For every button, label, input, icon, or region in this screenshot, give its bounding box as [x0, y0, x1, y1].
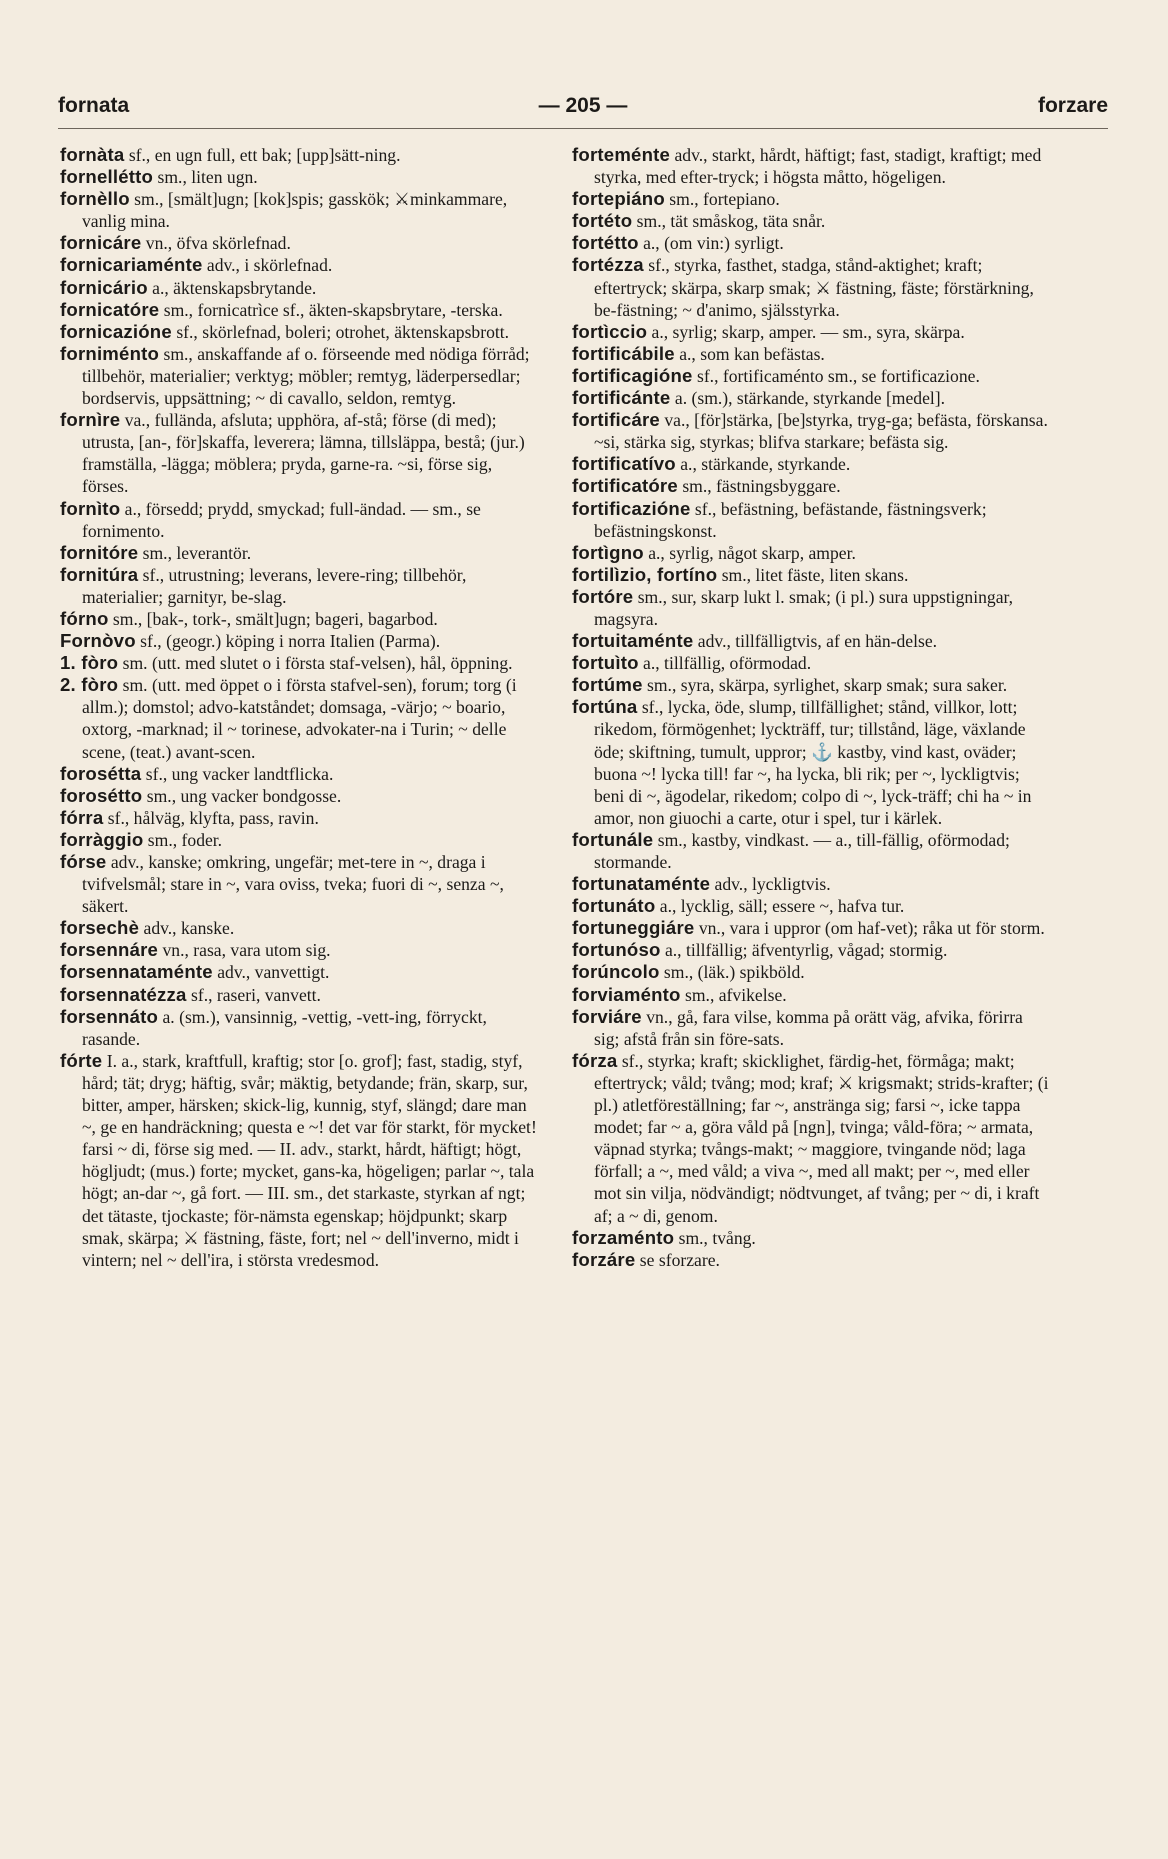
dictionary-entry: [60, 542, 540, 564]
entry-definition: a., stärkande, styrkande.: [675, 454, 851, 475]
dictionary-entry: [572, 475, 1052, 497]
entry-definition: va., [för]stärka, [be]styrka, tryg-ga; befästa, förskansa. ~si, stärka sig, styrkas; blifva starkare; befästa sig.: [594, 410, 1048, 453]
entry-headword: fortificatívo: [572, 453, 676, 475]
entry-headword: 1. fòro: [60, 652, 119, 674]
entry-definition: a., (om vin:) syrligt.: [638, 233, 784, 254]
dictionary-entry: [572, 1249, 1052, 1271]
entry-definition: sm. (utt. med öppet o i första stafvel-sen), forum; torg (i allm.); domstol; advo-katståndet; domsaga, -värjo; ~ boario, oxtorg, -marknad; il ~ torinese, advokater-na i Turin; ~ delle scene, (teat.) avant-scen.: [82, 675, 517, 762]
dictionary-entry: [572, 188, 1052, 210]
entry-headword: fortétto: [572, 232, 639, 254]
entry-definition: sf., styrka, fasthet, stadga, stånd-aktighet; kraft; eftertryck; skärpa, skarp smak; ⚔ fästning, fäste; förstärkning, be-fästning; ~ d'animo, själsstyrka.: [594, 255, 1034, 320]
header-rule: [58, 128, 1108, 129]
entry-definition: vn., gå, fara vilse, komma på orätt väg, afvika, förirra sig; afstå från sin före-sats.: [594, 1006, 1023, 1049]
header-right-guide-word: forzare: [1037, 94, 1108, 117]
entry-definition: adv., kanske.: [139, 918, 235, 939]
entry-headword: fortificáre: [572, 409, 660, 431]
entry-headword: fornitúra: [60, 563, 139, 585]
entry-definition: sm., sur, skarp lukt l. smak; (i pl.) sura uppstigningar, magsyra.: [594, 586, 1014, 629]
dictionary-entry: [60, 254, 540, 276]
page-header: [58, 94, 1108, 124]
entry-definition: vn., vara i uppror (om haf-vet); råka ut för storm.: [694, 918, 1045, 939]
entry-headword: forsennáre: [60, 939, 159, 961]
dictionary-entry: [572, 1227, 1052, 1249]
dictionary-entry: [60, 321, 540, 343]
entry-headword: fortìgno: [572, 541, 644, 563]
dictionary-entry: [60, 343, 540, 409]
entry-headword: forosétto: [60, 784, 143, 806]
entry-headword: fortìccio: [572, 320, 648, 342]
entry-headword: fornicatóre: [60, 298, 160, 320]
entry-headword: fortuìto: [572, 652, 639, 674]
dictionary-entry: [572, 873, 1052, 895]
dictionary-entry: [60, 674, 540, 762]
entry-headword: fortunataménte: [572, 873, 711, 895]
dictionary-entry: [60, 961, 540, 983]
entry-definition: a., äktenskapsbrytande.: [147, 277, 317, 298]
dictionary-entry: [60, 166, 540, 188]
entry-headword: fortúna: [572, 696, 638, 718]
entry-definition: sm., afvikelse.: [680, 984, 787, 1005]
entry-definition: sf., fortificaménto sm., se fortificazione.: [692, 365, 980, 386]
entry-definition: sm., kastby, vindkast. — a., till-fällig, oförmodad; stormande.: [594, 829, 1010, 872]
entry-definition: adv., kanske; omkring, ungefär; met-tere in ~, draga i tvifvelsmål; stare in ~, vara oviss, tveka; fuori di ~, senza ~, säkert.: [82, 852, 504, 917]
dictionary-entry: [60, 785, 540, 807]
dictionary-entry: [572, 630, 1052, 652]
entry-headword: fornicário: [60, 276, 148, 298]
entry-definition: sm., fortepiano.: [664, 189, 780, 210]
entry-definition: sf., skörlefnad, boleri; otrohet, äktenskapsbrott.: [171, 321, 510, 342]
entry-headword: fortilìzio, fortíno: [572, 563, 718, 585]
entry-definition: a., försedd; prydd, smyckad; full-ändad. — sm., se fornimento.: [82, 498, 481, 541]
entry-definition: sf., (geogr.) köping i norra Italien (Parma).: [135, 631, 441, 652]
entry-definition: sm., (läk.) spikböld.: [659, 962, 805, 983]
dictionary-entry: [572, 652, 1052, 674]
dictionary-entry: [572, 1050, 1052, 1227]
entry-headword: forosétta: [60, 762, 142, 784]
entry-definition: sm., syra, skärpa, syrlighet, skarp smak; sura saker.: [642, 675, 1008, 696]
dictionary-entry: [60, 188, 540, 232]
entry-definition: sf., hålväg, klyfta, pass, ravin.: [103, 807, 319, 828]
dictionary-entry: [572, 696, 1052, 829]
entry-headword: fornìre: [60, 409, 121, 431]
entry-definition: adv., vanvettigt.: [212, 962, 330, 983]
dictionary-entry: [60, 144, 540, 166]
entry-definition: sm., leverantör.: [138, 542, 252, 563]
dictionary-entry: [572, 674, 1052, 696]
entry-headword: fortuneggiáre: [572, 917, 695, 939]
dictionary-entry: [572, 542, 1052, 564]
dictionary-entry: [60, 299, 540, 321]
entry-definition: sm., tvång.: [674, 1227, 756, 1248]
dictionary-entry: [60, 829, 540, 851]
dictionary-entry: [60, 763, 540, 785]
entry-definition: sm., fornicatrìce sf., äkten-skapsbrytare, -terska.: [159, 299, 503, 320]
entry-headword: forsechè: [60, 917, 140, 939]
entry-definition: sf., befästning, befästande, fästningsverk; befästningskonst.: [594, 498, 987, 541]
entry-definition: a., tillfällig; äfventyrlig, vågad; stormig.: [660, 940, 948, 961]
page-number: — 205 —: [538, 94, 628, 117]
entry-definition: a. (sm.), vansinnig, -vettig, -vett-ing, förryckt, rasande.: [82, 1006, 487, 1049]
dictionary-entry: [60, 498, 540, 542]
dictionary-entry: [60, 1050, 540, 1271]
entry-headword: fórse: [60, 851, 107, 872]
dictionary-entry: [60, 939, 540, 961]
right-column: [572, 144, 1052, 1271]
entry-headword: fórra: [60, 806, 104, 828]
entry-definition: a., lycklig, säll; essere ~, hafva tur.: [655, 896, 905, 917]
dictionary-entry: [572, 984, 1052, 1006]
dictionary-entry: [60, 409, 540, 497]
left-column: [60, 144, 540, 1271]
entry-definition: sm., ung vacker bondgosse.: [142, 785, 342, 806]
dictionary-entry: [572, 564, 1052, 586]
entry-headword: fórza: [572, 1049, 618, 1071]
entry-definition: sm., foder.: [143, 829, 223, 850]
dictionary-entry: [572, 321, 1052, 343]
dictionary-entry: [572, 144, 1052, 188]
dictionary-entry: [60, 608, 540, 630]
entry-definition: a., syrlig; skarp, amper. — sm., syra, skärpa.: [647, 321, 965, 342]
entry-headword: fornìto: [60, 497, 121, 519]
header-left-guide-word: fornata: [58, 94, 130, 117]
entry-headword: forzáre: [572, 1248, 636, 1270]
entry-definition: sm., tät småskog, täta snår.: [632, 211, 826, 232]
entry-headword: fortúme: [572, 674, 643, 696]
entry-headword: fortunáto: [572, 895, 656, 917]
dictionary-entry: [572, 387, 1052, 409]
entry-headword: fortéto: [572, 210, 633, 232]
dictionary-entry: [572, 586, 1052, 630]
dictionary-entry: [60, 232, 540, 254]
entry-definition: adv., starkt, hårdt, häftigt; fast, stadigt, kraftigt; med styrka, med efter-tryck; i högsta måtto, högeligen.: [594, 145, 1042, 188]
dictionary-entry: [572, 453, 1052, 475]
dictionary-entry: [572, 409, 1052, 453]
entry-headword: fornicáre: [60, 232, 142, 254]
entry-definition: sf., styrka; kraft; skicklighet, färdig-het, förmåga; makt; eftertryck; våld; tvång; mod; kraf; ⚔ krigsmakt; strids-krafter; (i pl.) atletföreställning; far ~, anstränga sig; farsi ~, icke tappa modet; far ~ a, göra våld på [ngn], tvinga; våld-föra; ~ armata, väpnad styrka; tvångs-makt; ~ maggiore, tvingande nöd; laga förfall; a ~, med våld; a viva ~, med all makt; per ~, med eller mot sin vilja, nödvändigt; nödtvunget, af tvång; per ~ di, i kraft af; a ~ di, genom.: [594, 1050, 1049, 1226]
entry-headword: fornàta: [60, 144, 125, 165]
entry-definition: adv., i skörlefnad.: [202, 255, 333, 276]
entry-definition: I. a., stark, kraftfull, kraftig; stor [o. grof]; fast, stadig, styf, hård; tät; dryg; häftig, svår; mäktig, betydande; frän, skarp, sur, bitter, amper, härsken; skick-lig, kunnig, styf, slängd; dare man ~, ge en handräckning; questa e ~! det var för starkt, för mycket! farsi ~ di, förse sig med. — II. adv., starkt, hårdt, häftigt; högt, högljudt; (mus.) forte; mycket, gans-ka, högeligen; parlar ~, tala högt; an-dar ~, gå fort. — III. sm., det starkaste, styrkan af ngt; det tätaste, tjockaste; för-nämsta egenskap; höjdpunkt; skarp smak, skärpa; ⚔ fästning, fäste, fort; nel ~ dell'inverno, midt i vintern; nel ~ dell'ira, i största vredesmod.: [82, 1050, 537, 1270]
dictionary-entry: [572, 939, 1052, 961]
entry-headword: forsennáto: [60, 1005, 159, 1027]
dictionary-entry: [572, 895, 1052, 917]
entry-definition: sf., utrustning; leverans, levere-ring; tillbehör, materialier; garnityr, be-slag.: [82, 564, 467, 607]
entry-definition: sf., en ugn full, ett bak; [upp]sätt-ning.: [124, 145, 401, 165]
entry-definition: sm., [bak-, tork-, smält]ugn; bageri, bagarbod.: [108, 608, 438, 629]
dictionary-entry: [60, 630, 540, 652]
entry-definition: sm. (utt. med slutet o i första staf-velsen), hål, öppning.: [118, 653, 513, 674]
dictionary-entry: [60, 1006, 540, 1050]
entry-headword: fortificánte: [572, 387, 671, 409]
entry-headword: 2. fòro: [60, 674, 119, 696]
entry-headword: fornicazióne: [60, 320, 172, 342]
entry-headword: fornicariaménte: [60, 254, 203, 276]
entry-headword: fortificazióne: [572, 497, 691, 519]
entry-definition: sf., raseri, vanvett.: [186, 984, 321, 1005]
entry-definition: a. (sm.), stärkande, styrkande [medel].: [670, 388, 946, 409]
dictionary-entry: [572, 917, 1052, 939]
dictionary-entry: [572, 1006, 1052, 1050]
entry-headword: forràggio: [60, 828, 144, 850]
entry-headword: fortunále: [572, 828, 654, 850]
entry-definition: sf., ung vacker landtflicka.: [141, 763, 334, 784]
entry-headword: fortificábile: [572, 342, 675, 364]
entry-definition: adv., lyckligtvis.: [710, 874, 831, 895]
entry-headword: fornitóre: [60, 541, 139, 563]
entry-definition: va., fullända, afsluta; upphöra, af-stå; förse (di med); utrusta, [an-, för]skaffa, leverera; lämna, tillsläppa, bestå; (jur.) framställa, -lägga; möblera; pryda, garne-ra. ~si, förse sig, förses.: [82, 410, 525, 497]
entry-definition: sm., [smält]ugn; [kok]spis; gasskök; ⚔minkammare, vanlig mina.: [82, 189, 508, 232]
entry-headword: forsennatézza: [60, 983, 187, 1005]
entry-headword: forzaménto: [572, 1226, 675, 1248]
entry-headword: fórte: [60, 1049, 103, 1071]
entry-headword: forúncolo: [572, 961, 660, 983]
entry-definition: sf., lycka, öde, slump, tillfällighet; stånd, villkor, lott; rikedom, förmögenhet; lyckträff, tur; tillstånd, läge, växlande öde; skiftning, tumult, uppror; ⚓ kastby, vind kast, oväder; buona ~! lycka till! far ~, ha lycka, bli rik; per ~, lyckligtvis; beni di ~, ägodelar, rikedom; colpo di ~, lyck-träff; chi ha ~ in amor, non giuochi a carte, otur i spel, tur i kärlek.: [594, 697, 1032, 828]
dictionary-entry: [60, 851, 540, 917]
entry-headword: forteménte: [572, 144, 671, 165]
entry-definition: sm., fästningsbyggare.: [677, 476, 841, 497]
dictionary-entry: [572, 343, 1052, 365]
dictionary-entry: [572, 365, 1052, 387]
entry-headword: forviaménto: [572, 983, 681, 1005]
dictionary-entry: [60, 652, 540, 674]
entry-headword: forsennataménte: [60, 961, 213, 983]
dictionary-entry: [60, 564, 540, 608]
entry-headword: fornellétto: [60, 166, 154, 188]
entry-definition: vn., rasa, vara utom sig.: [158, 940, 331, 961]
entry-definition: vn., öfva skörlefnad.: [141, 233, 291, 254]
dictionary-entry: [60, 917, 540, 939]
entry-definition: sm., anskaffande af o. förseende med nödiga förråd; tillbehör, materialier; verktyg; möbler; remtyg, läderpersedlar; bordservis, uppsättning; ~ di cavallo, seldon, remtyg.: [82, 343, 530, 409]
entry-definition: se sforzare.: [635, 1249, 720, 1270]
entry-definition: adv., tillfälligtvis, af en hän-delse.: [693, 631, 938, 652]
dictionary-entry: [572, 498, 1052, 542]
entry-headword: fortificagióne: [572, 364, 693, 386]
entry-headword: fortóre: [572, 585, 634, 607]
entry-definition: a., syrlig, något skarp, amper.: [643, 542, 856, 563]
entry-headword: forviáre: [572, 1005, 642, 1027]
entry-headword: Fornòvo: [60, 630, 136, 652]
dictionary-entry: [60, 984, 540, 1006]
dictionary-entry: [60, 807, 540, 829]
dictionary-entry: [572, 254, 1052, 320]
entry-headword: fórno: [60, 607, 109, 629]
dictionary-entry: [572, 961, 1052, 983]
dictionary-entry: [572, 829, 1052, 873]
entry-headword: forniménto: [60, 342, 160, 364]
entry-headword: fortepiáno: [572, 188, 665, 210]
entry-definition: a., tillfällig, oförmodad.: [638, 653, 812, 674]
dictionary-entry: [60, 277, 540, 299]
entry-headword: fornèllo: [60, 188, 130, 210]
entry-definition: sm., litet fäste, liten skans.: [717, 564, 909, 585]
entry-definition: sm., liten ugn.: [153, 167, 258, 188]
entry-definition: a., som kan befästas.: [674, 343, 825, 364]
entry-headword: fortificatóre: [572, 475, 678, 497]
dictionary-entry: [572, 232, 1052, 254]
entry-headword: fortézza: [572, 254, 644, 276]
dictionary-entry: [572, 210, 1052, 232]
entry-headword: fortunóso: [572, 939, 661, 961]
entry-headword: fortuitaménte: [572, 630, 694, 652]
